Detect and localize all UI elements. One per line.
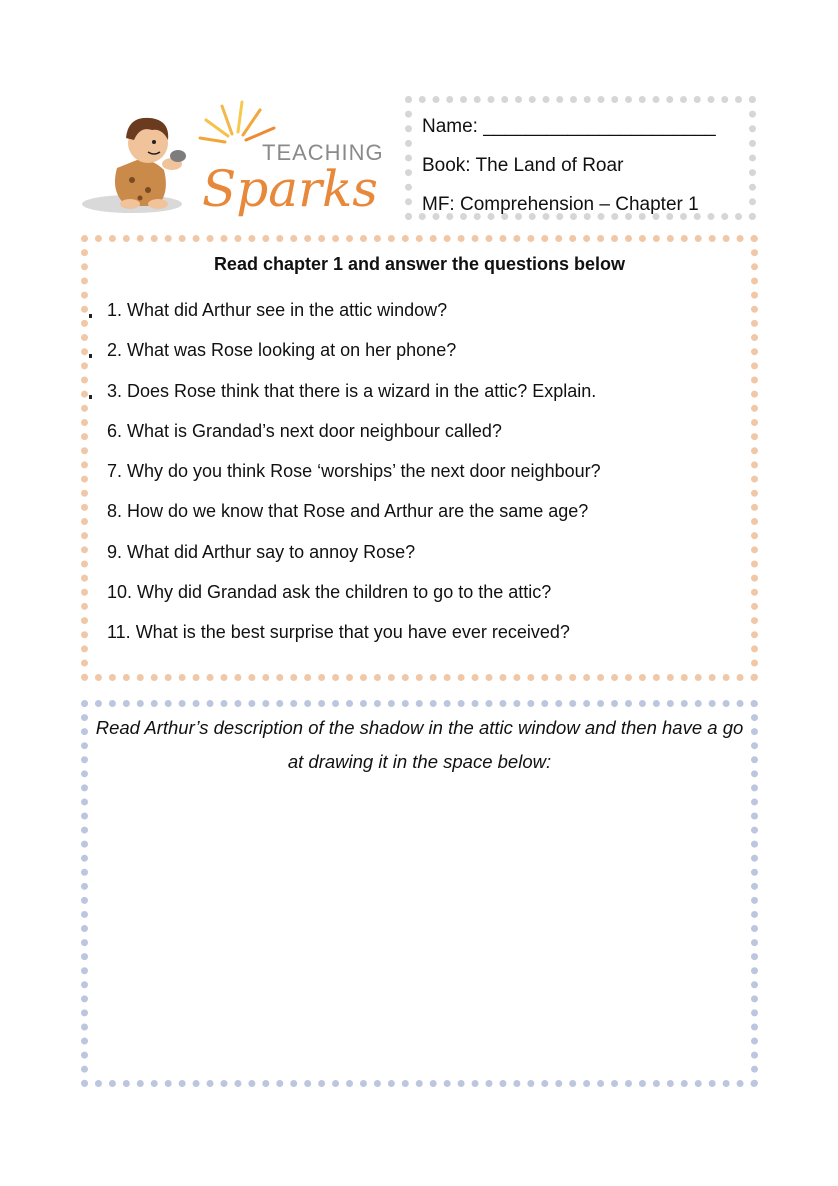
bullet-mark xyxy=(89,314,92,318)
student-info-box xyxy=(405,96,756,220)
questions-box xyxy=(81,235,758,681)
mf-label: MF: Comprehension – Chapter 1 xyxy=(422,194,699,215)
question-item: 9. What did Arthur say to annoy Rose? xyxy=(107,541,416,562)
questions-list xyxy=(107,290,601,653)
questions-title: Read chapter 1 and answer the questions below xyxy=(213,254,626,274)
drawing-prompt: Read Arthur’s description of the shadow in the attic window and then have a go at drawing it in the space below: xyxy=(95,717,744,772)
question-item: 6. What is Grandad’s next door neighbour called? xyxy=(107,420,502,441)
question-item: 10. Why did Grandad ask the children to go to the attic? xyxy=(107,582,552,603)
question-item: 2. What was Rose looking at on her phone? xyxy=(107,330,601,370)
question-item: 8. How do we know that Rose and Arthur are the same age? xyxy=(107,501,589,522)
logo-graphic xyxy=(82,98,392,220)
question-item: 1. What did Arthur see in the attic window? xyxy=(107,290,601,330)
sunburst-icon xyxy=(200,102,274,142)
question-item: 7. Why do you think Rose ‘worships’ the next door neighbour? xyxy=(107,461,601,482)
teaching-sparks-logo xyxy=(82,98,392,220)
bullet-mark xyxy=(89,395,92,399)
logo-text-sparks: Sparks xyxy=(202,160,378,218)
question-item: 3. Does Rose think that there is a wizard in the attic? Explain. xyxy=(107,371,601,411)
logo-text-teaching: TEACHING xyxy=(262,140,384,165)
book-title: Book: The Land of Roar xyxy=(422,155,624,176)
bullet-mark xyxy=(89,354,92,358)
name-field[interactable]: Name: ______________________ xyxy=(422,116,716,137)
drawing-area[interactable] xyxy=(92,787,747,1076)
question-item: 11. What is the best surprise that you have ever received? xyxy=(107,622,570,643)
drawing-box xyxy=(81,700,758,1087)
